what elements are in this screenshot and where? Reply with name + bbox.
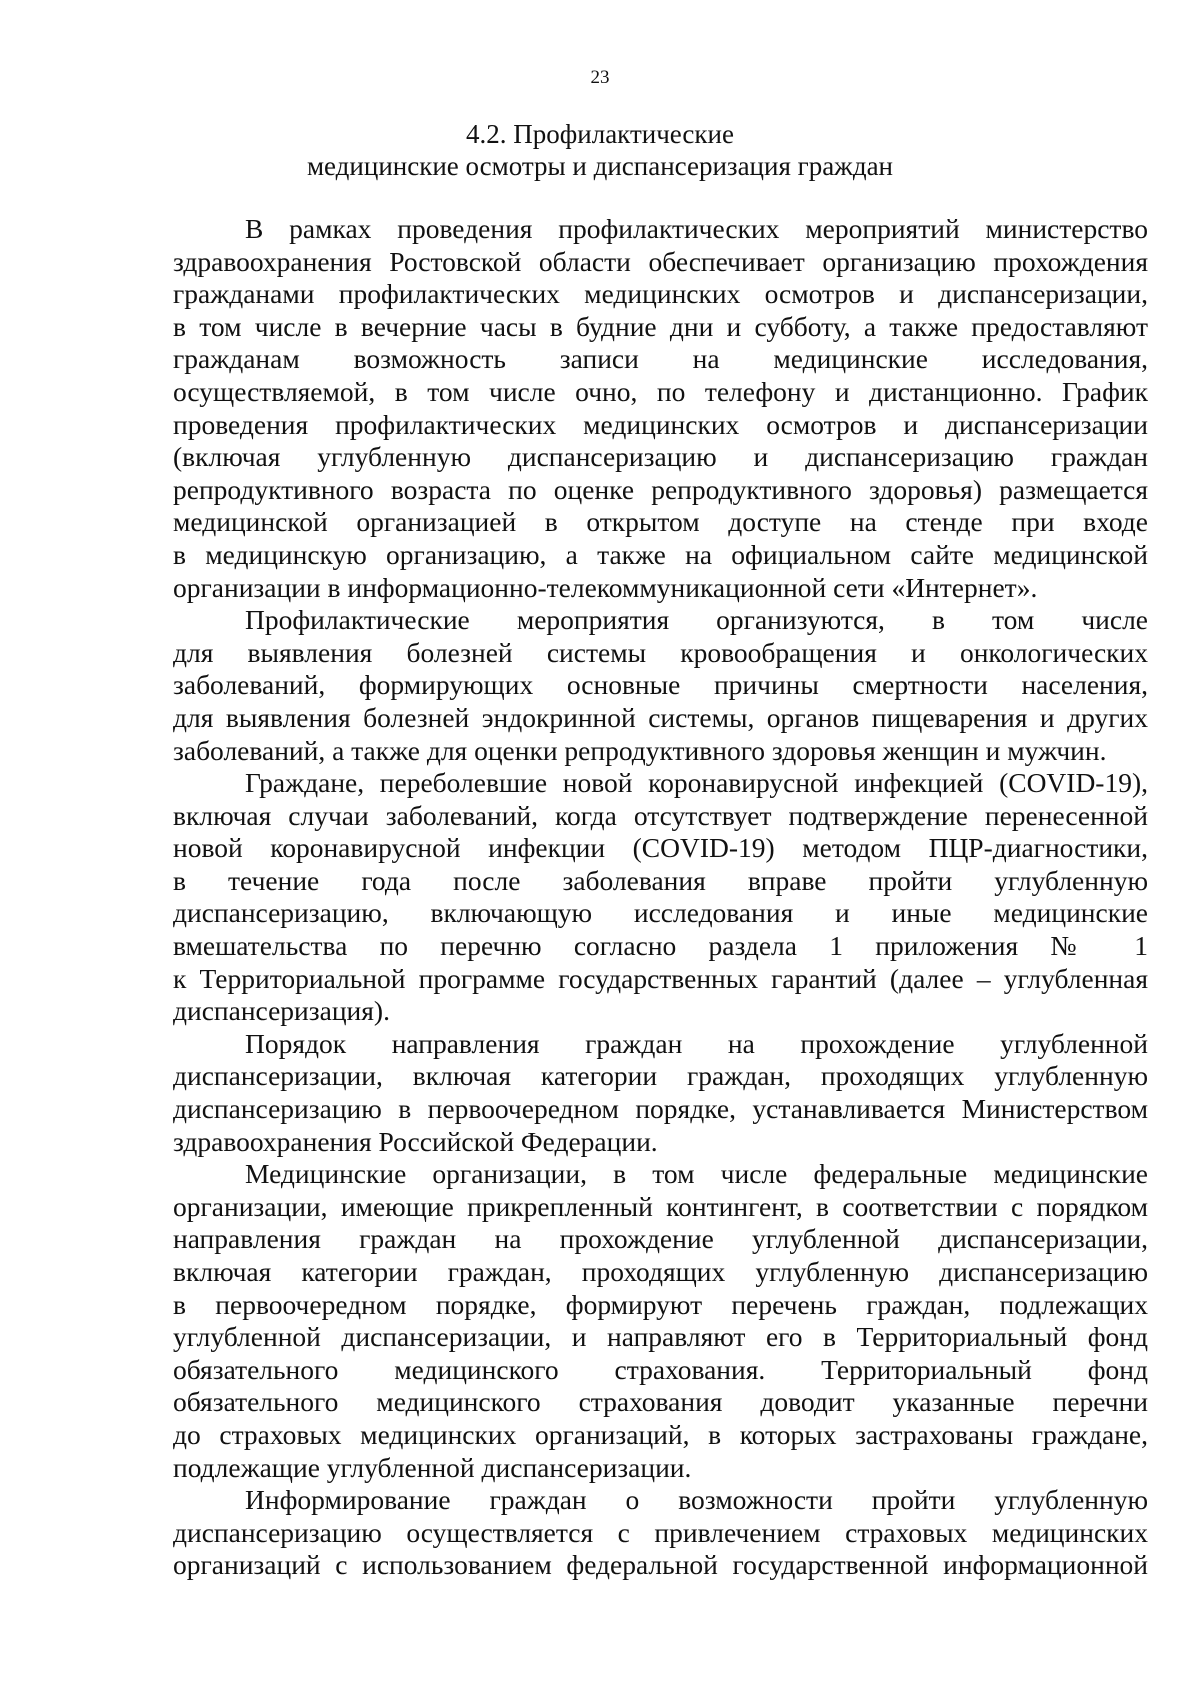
paragraph-line: для выявления болезней системы кровообращения и онкологических xyxy=(173,636,1148,668)
paragraph-line: направления граждан на прохождение углубленной диспансеризации, xyxy=(173,1223,1148,1255)
paragraph-line: В рамках проведения профилактических мероприятий министерство xyxy=(245,213,1148,244)
paragraph-line: гражданами профилактических медицинских осмотров и диспансеризации, xyxy=(173,278,1148,310)
paragraph-line: углубленной диспансеризации, и направляют его в Территориальный фонд xyxy=(173,1321,1148,1353)
paragraph xyxy=(173,767,1148,1028)
paragraph-line: организации, имеющие прикрепленный контингент, в соответствии с порядком xyxy=(173,1190,1148,1222)
section-title-line-2: медицинские осмотры и диспансеризация граждан xyxy=(306,151,894,181)
paragraph-line: вмешательства по перечню согласно раздела 1 приложения № 1 xyxy=(173,930,1148,962)
paragraph-line: диспансеризацию в первоочередном порядке, устанавливается Министерством xyxy=(173,1093,1148,1125)
paragraph-line: репродуктивного возраста по оценке репродуктивного здоровья) размещается xyxy=(173,473,1148,505)
paragraph-line: диспансеризацию осуществляется с привлечением страховых медицинских xyxy=(173,1516,1148,1548)
section-title xyxy=(0,118,1200,182)
paragraph-line: в медицинскую организацию, а также на официальном сайте медицинской xyxy=(173,538,1148,570)
paragraph-line: осуществляемой, в том числе очно, по телефону и дистанционно. График xyxy=(173,375,1148,407)
paragraph xyxy=(173,604,1148,767)
paragraph-line: диспансеризации, включая категории граждан, проходящих углубленную xyxy=(173,1060,1148,1092)
paragraph-line: включая случаи заболеваний, когда отсутствует подтверждение перенесенной xyxy=(173,799,1148,831)
paragraph-line: диспансеризацию, включающую исследования и иные медицинские xyxy=(173,897,1148,929)
body-text xyxy=(173,213,1148,1582)
paragraph xyxy=(173,1158,1148,1484)
paragraph-line: до страховых медицинских организаций, в которых застрахованы граждане, xyxy=(173,1418,1148,1450)
paragraph-line: в первоочередном порядке, формируют перечень граждан, подлежащих xyxy=(173,1288,1148,1320)
paragraph-line: Медицинские организации, в том числе федеральные медицинские xyxy=(245,1158,1148,1190)
paragraph-line: заболеваний, а также для оценки репродуктивного здоровья женщин и мужчин. xyxy=(173,734,1107,766)
paragraph xyxy=(173,1028,1148,1158)
paragraph-line: Порядок направления граждан на прохождение углубленной xyxy=(245,1027,1148,1059)
paragraph xyxy=(173,213,1148,604)
paragraph-line: в том числе в вечерние часы в будние дни и субботу, а также предоставляют xyxy=(173,310,1148,342)
paragraph-line: в течение года после заболевания вправе пройти углубленную xyxy=(173,864,1148,896)
paragraph-line: диспансеризация). xyxy=(173,995,390,1027)
paragraph-line: Граждане, переболевшие новой коронавирусной инфекцией (COVID-19), xyxy=(245,767,1148,799)
paragraph-line: Профилактические мероприятия организуются, в том числе xyxy=(245,604,1148,636)
paragraph-line: гражданам возможность записи на медицинские исследования, xyxy=(173,343,1148,375)
paragraph-line: к Территориальной программе государственных гарантий (далее – углубленная xyxy=(173,962,1148,994)
paragraph-line: (включая углубленную диспансеризацию и диспансеризацию граждан xyxy=(173,441,1148,473)
paragraph-line: заболеваний, формирующих основные причины смертности населения, xyxy=(173,669,1148,701)
paragraph-line: новой коронавирусной инфекции (COVID-19) методом ПЦР-диагностики, xyxy=(173,832,1148,864)
paragraph-line: для выявления болезней эндокринной системы, органов пищеварения и других xyxy=(173,701,1148,733)
page-number: 23 xyxy=(590,67,610,88)
paragraph xyxy=(173,1484,1148,1582)
section-title-line-1: 4.2. Профилактические xyxy=(466,119,734,149)
paragraph-line: включая категории граждан, проходящих углубленную диспансеризацию xyxy=(173,1256,1148,1287)
paragraph-line: Информирование граждан о возможности пройти углубленную xyxy=(245,1484,1148,1516)
paragraph-line: организаций с использованием федеральной государственной информационной xyxy=(173,1549,1148,1581)
paragraph-line: проведения профилактических медицинских осмотров и диспансеризации xyxy=(173,408,1148,440)
paragraph-line: организации в информационно-телекоммуникационной сети «Интернет». xyxy=(173,571,1038,603)
paragraph-line: здравоохранения Ростовской области обеспечивает организацию прохождения xyxy=(173,245,1148,277)
paragraph-line: обязательного медицинского страхования. Территориальный фонд xyxy=(173,1353,1148,1385)
paragraph-line: медицинской организацией в открытом доступе на стенде при входе xyxy=(173,506,1148,538)
paragraph-line: здравоохранения Российской Федерации. xyxy=(173,1125,658,1157)
paragraph-line: подлежащие углубленной диспансеризации. xyxy=(173,1451,692,1483)
paragraph-line: обязательного медицинского страхования доводит указанные перечни xyxy=(173,1386,1148,1418)
